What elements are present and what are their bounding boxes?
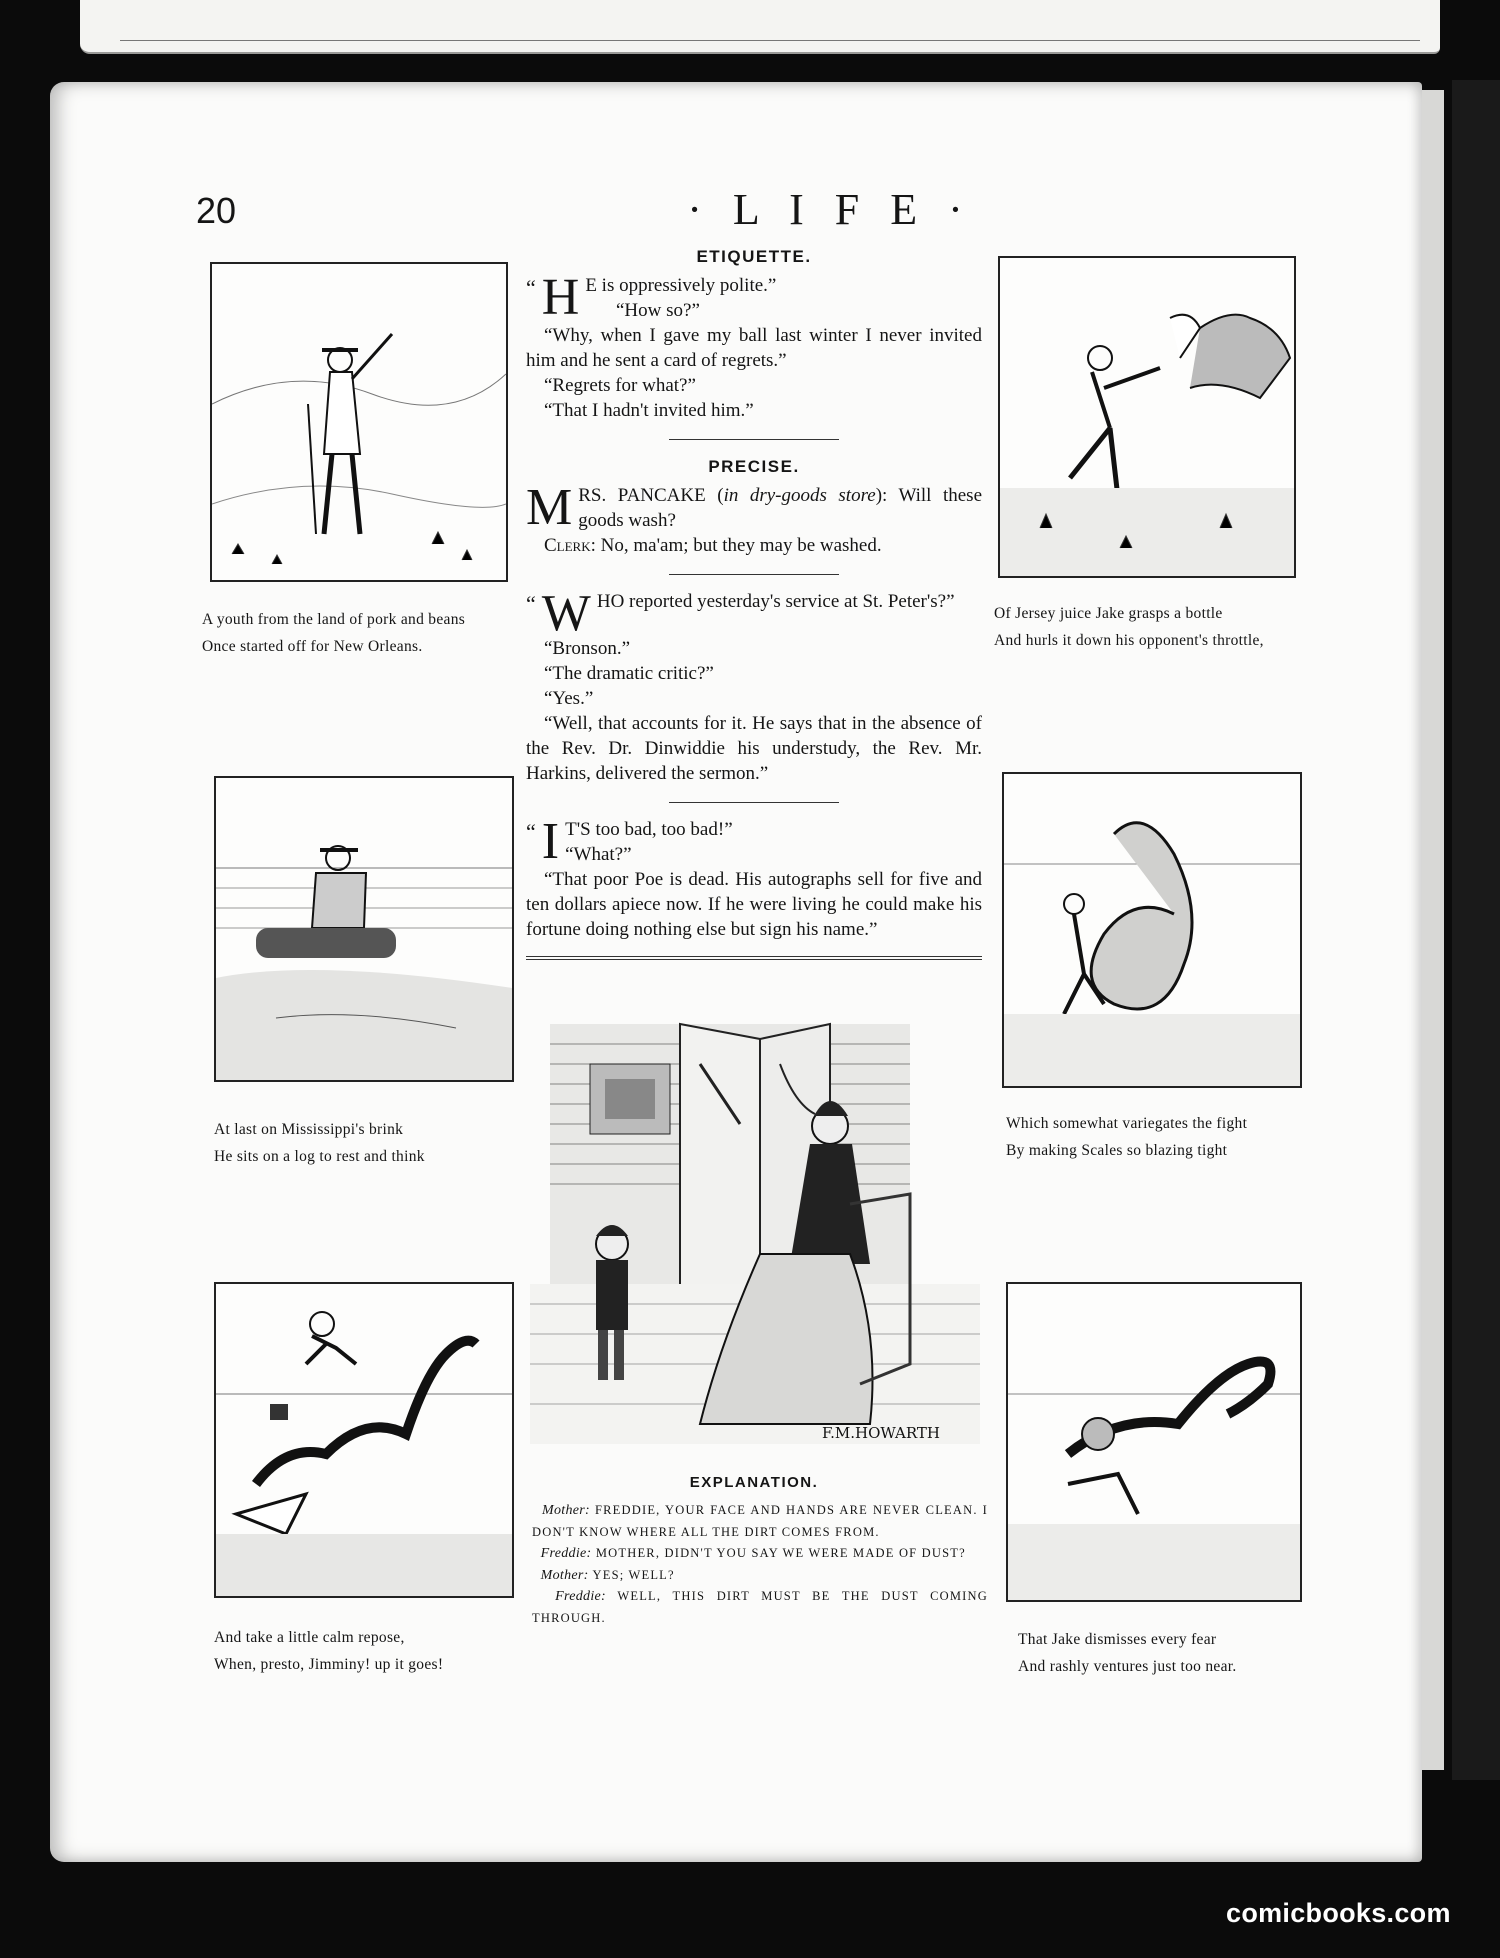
caption-line: When, presto, Jimminy! up it goes! [214,1656,444,1673]
double-rule [526,956,982,960]
caption-line: He sits on a log to rest and think [214,1148,425,1165]
dropcap: M [526,479,573,536]
caption-right-1 [994,600,1264,654]
precise-heading: PRECISE. [708,457,800,476]
bronson-line-2: “Bronson.” [544,638,631,659]
caption-line: And take a little calm repose, [214,1629,405,1646]
poe-line-3: “That poor Poe is dead. His autographs sell for five and ten dollars apiece now. If he were living he could make his fortune doing nothing else but sign his name.” [526,869,982,940]
caption-line: Which somewhat variegates the fight [1006,1115,1248,1132]
caption-line: A youth from the land of pork and beans [202,611,466,628]
open-quote: “ [526,275,538,300]
book-spine [1452,80,1500,1780]
etiquette-line-4: “Regrets for what?” [544,375,696,396]
illustration-art [530,1004,980,1466]
bronson-line-3: “The dramatic critic?” [544,663,714,684]
comic-panel-right-1 [998,256,1296,578]
dropcap: I [541,813,560,870]
caption-left-1 [202,606,465,660]
watermark: comicbooks.com [1226,1898,1451,1928]
caption-line: Of Jersey juice Jake grasps a bottle [994,605,1223,622]
etiquette-line-3: “Why, when I gave my ball last winter I never invited him and he sent a card of regrets.” [526,325,982,371]
center-column [526,244,982,960]
caption-line: And rashly ventures just too near. [1018,1658,1237,1675]
page-number: 20 [196,190,237,231]
panel-art [212,264,506,580]
bronson-article [526,585,982,786]
poe-line-1: T'S too bad, too bad!” [565,819,733,840]
dropcap: H [541,269,580,326]
open-quote: “ [526,591,538,616]
caption-line: At last on Mississippi's brink [214,1121,404,1138]
explanation-heading: EXPLANATION. [689,1474,819,1491]
explanation-line: Freddie: WELL, THIS DIRT MUST BE THE DUST COMING THROUGH. [532,1589,988,1625]
precise-line-1: RS. PANCAKE (in dry-goods store): Will these goods wash? [578,485,982,531]
etiquette-heading: ETIQUETTE. [696,247,812,266]
bronson-line-1: HO reported yesterday's service at St. Peter's?” [596,591,955,612]
comic-panel-left-1 [210,262,508,582]
open-quote: “ [526,819,538,844]
precise-article [526,479,982,558]
explanation-line: Freddie: MOTHER, DIDN'T YOU SAY WE WERE MADE OF DUST? [540,1546,966,1561]
bronson-line-4: “Yes.” [544,688,594,709]
precise-line-2: Clerk: No, ma'am; but they may be washed. [544,535,882,556]
caption-line: By making Scales so blazing tight [1006,1142,1228,1159]
comic-panel-left-2 [214,776,514,1082]
poe-line-2: “What?” [565,844,632,865]
panel-art [1004,774,1300,1086]
comic-panel-left-3 [214,1282,514,1598]
artist-signature: F.M.HOWARTH [822,1424,940,1442]
explanation-text [532,1500,988,1629]
panel-art [1000,258,1294,576]
panel-art [216,778,512,1080]
parlor-illustration [530,1004,980,1466]
divider [669,574,839,575]
panel-art [1008,1284,1300,1600]
caption-left-2 [214,1116,425,1170]
divider [669,802,839,803]
explanation-line: Mother: FREDDIE, YOUR FACE AND HANDS ARE NEVER CLEAN. I DON'T KNOW WHERE ALL THE DIRT COMES FROM. [532,1503,989,1539]
masthead-title: · L I F E · [687,185,973,234]
caption-line: And hurls it down his opponent's throttle, [994,632,1264,649]
caption-left-3 [214,1624,443,1678]
explanation-line: Mother: YES; WELL? [540,1567,675,1583]
previous-page-rule [120,0,1420,41]
poe-article [526,813,982,942]
caption-right-3 [1018,1626,1237,1680]
caption-line: Once started off for New Orleans. [202,638,423,655]
caption-right-2 [1006,1110,1247,1164]
panel-art [216,1284,512,1596]
etiquette-article [526,269,982,423]
comic-panel-right-2 [1002,772,1302,1088]
etiquette-line-2: “How so?” [616,300,700,321]
dropcap: W [541,585,591,642]
divider [669,439,839,440]
caption-line: That Jake dismisses every fear [1018,1631,1217,1648]
etiquette-line-1: E is oppressively polite.” [585,275,777,296]
etiquette-line-5: “That I hadn't invited him.” [544,400,754,421]
comic-panel-right-3 [1006,1282,1302,1602]
bronson-line-5: “Well, that accounts for it. He says that in the absence of the Rev. Dr. Dinwiddie his understudy, the Rev. Mr. Harkins, delivered the sermon.” [526,713,982,784]
